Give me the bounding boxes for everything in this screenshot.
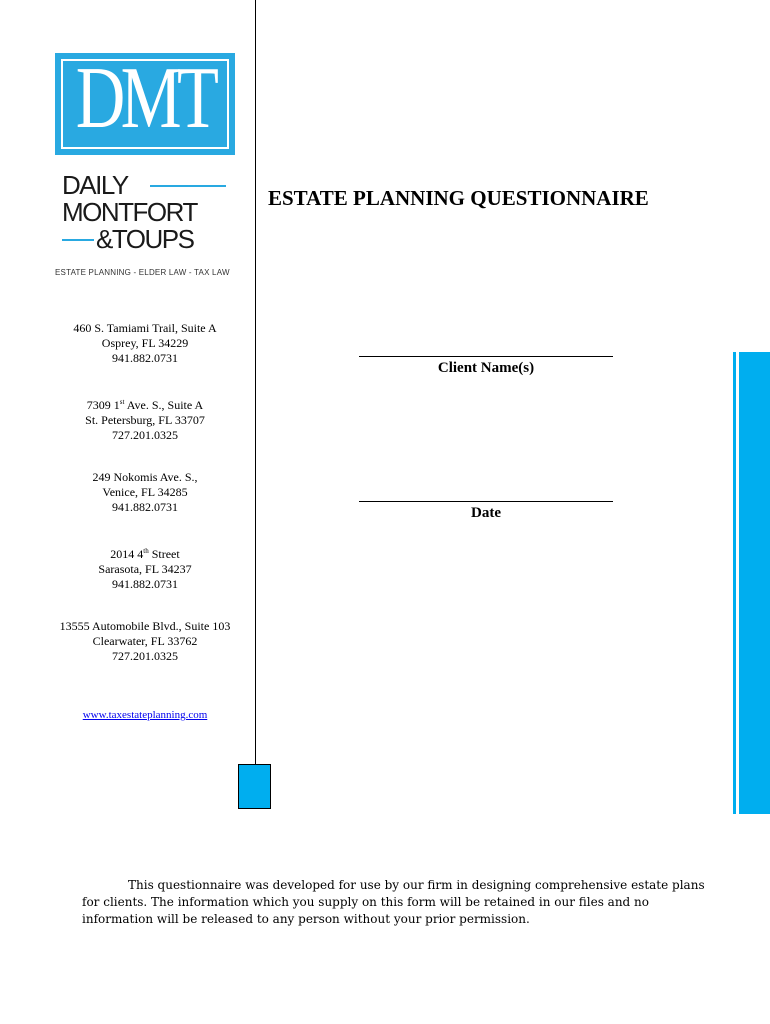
office-address-clearwater: 13555 Automobile Blvd., Suite 103 Clearwater, FL 33762 727.201.0325 [59,619,231,663]
firm-tagline: ESTATE PLANNING - ELDER LAW - TAX LAW [55,268,230,277]
firm-name-line2: MONTFORT [62,197,197,227]
decorative-side-bar [733,352,770,814]
website-link[interactable]: www.taxestateplanning.com [82,709,208,721]
firm-name-line1: DAILY [62,170,128,200]
logo-monogram: DMT [75,50,215,147]
office-address-sarasota: 2014 4th Street Sarasota, FL 34237 941.882.0731 [98,547,192,591]
office-address-st-petersburg: 7309 1st Ave. S., Suite A St. Petersburg, FL 33707 727.201.0325 [85,398,205,442]
firm-name-line3: &TOUPS [96,224,194,254]
decorative-blue-square [238,764,271,809]
client-name-line[interactable] [359,356,613,357]
office-address-venice: 249 Nokomis Ave. S., Venice, FL 34285 941.882.0731 [92,470,198,514]
disclaimer-paragraph: This questionnaire was developed for use by our firm in designing comprehensive estate plans for clients. The information which you supply on this form will be retained in our files and no information will be released to any person without your prior permission. [82,878,705,926]
date-line[interactable] [359,501,613,502]
firm-name [62,172,242,253]
firm-logo [55,50,235,155]
office-address-osprey: 460 S. Tamiami Trail, Suite A Osprey, FL 34229 941.882.0731 [73,321,217,365]
page-title: ESTATE PLANNING QUESTIONNAIRE [268,186,649,210]
date-label: Date [471,505,501,521]
client-name-label: Client Name(s) [437,360,535,376]
